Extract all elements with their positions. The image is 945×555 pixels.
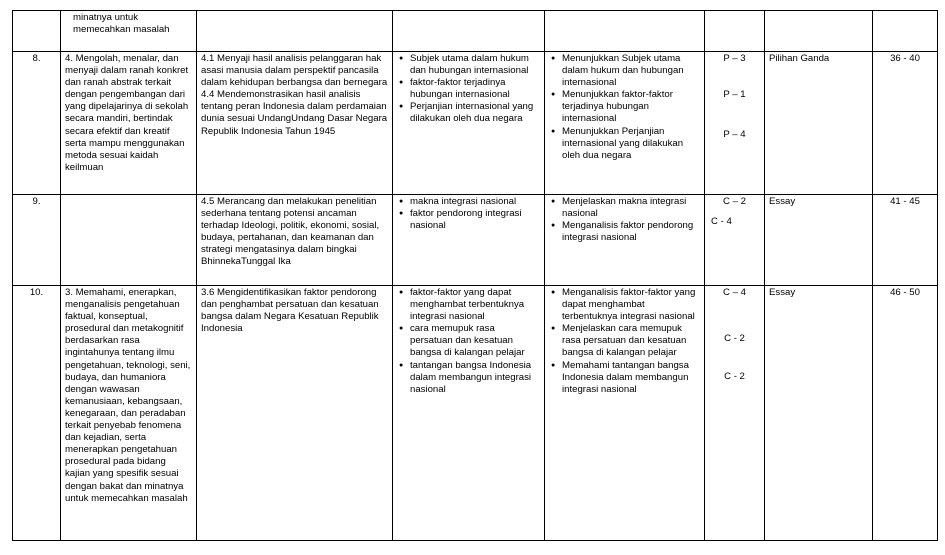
format-cell (765, 52, 873, 195)
basic-competency-cell (61, 11, 197, 52)
material-item: ● Perjanjian internasional yang dilakukan oleh dua negara (410, 101, 540, 125)
table-row-continued (13, 11, 938, 52)
row-number: 8. (32, 53, 41, 64)
material-list (397, 287, 540, 396)
exam-grid-table (12, 10, 938, 541)
item-number-cell (873, 11, 938, 52)
item-number-cell (873, 286, 938, 541)
cognitive-code: C - 2 (724, 333, 745, 345)
material-item: ● Subjek utama dalam hukum dan hubungan internasional (410, 53, 540, 77)
item-number-cell (873, 195, 938, 286)
indicator-item: ● Menjelaskan makna integrasi nasional (562, 196, 700, 220)
format-cell (765, 11, 873, 52)
competency-text: 4.1 Menyaji hasil analisis pelanggaran hak asasi manusia dalam perspektif pancasila dalam kehidupan berbangsa dan bernegara (201, 53, 388, 89)
competency-text: 4.5 Merancang dan melakukan penelitian sederhana tentang potensi ancaman terhadap Ideologi, politik, ekonomi, sosial, budaya, pertahanan, dan keamanan dan strategi mengatasinya dalam bingkai BhinnekaTunggal Ika (201, 196, 380, 268)
cognitive-code: C - 4 (711, 216, 732, 228)
indicator-item: ● Menjelaskan cara memupuk rasa persatuan dan kesatuan bangsa di kalangan pelajar (562, 323, 700, 359)
code-cell (705, 195, 765, 286)
item-number-range: 41 - 45 (890, 196, 920, 207)
code-cell (705, 11, 765, 52)
indicator-item: ● Menunjukkan faktor-faktor terjadinya hubungan internasional (562, 89, 700, 125)
indicator-list (549, 287, 700, 396)
item-number-cell (873, 52, 938, 195)
material-cell (393, 52, 545, 195)
material-cell (393, 195, 545, 286)
basic-competency-cell (61, 286, 197, 541)
indicator-item: ● Memahami tantangan bangsa Indonesia dalam membangun integrasi nasional (562, 360, 700, 396)
code-cell (705, 52, 765, 195)
material-list (397, 53, 540, 126)
row-number: 9. (32, 196, 41, 207)
table-row (13, 195, 938, 286)
indicator-cell (545, 195, 705, 286)
basic-competency-cell (61, 52, 197, 195)
material-item: ● faktor pendorong integrasi nasional (410, 208, 540, 232)
question-format: Essay (769, 196, 796, 207)
no-cell (13, 195, 61, 286)
table-row (13, 52, 938, 195)
material-item: ● faktor-faktor terjadinya hubungan internasional (410, 77, 540, 101)
material-cell (393, 286, 545, 541)
indicator-list (549, 196, 700, 244)
material-list (397, 196, 540, 232)
indicator-item: ● Menunjukkan Subjek utama dalam hukum dan hubungan internasional (562, 53, 700, 89)
competency-cell (197, 286, 393, 541)
basic-competency-text: 4. Mengolah, menalar, dan menyaji dalam ranah konkret dan ranah abstrak terkait dengan pengembangan dari yang dipelajarinya di sekolah secara mandiri, bertindak secara efektif dan kreatif serta mampu menggunakan metoda sesuai kaidah keilmuan (65, 53, 189, 173)
competency-text: 4.4 Mendemonstrasikan hasil analisis tentang peran Indonesia dalam perdamaian dunia sesuai UndangUndang Dasar Negara Republik Indonesia Tahun 1945 (201, 89, 388, 137)
material-item: ● makna integrasi nasional (410, 196, 540, 208)
basic-competency-cell (61, 195, 197, 286)
cognitive-code: C - 2 (724, 371, 745, 383)
basic-competency-text: 3. Memahami, enerapkan, menganalisis pengetahuan faktual, konseptual, prosedural dan metakognitif berdasarkan rasa ingintahunya tentang ilmu pengetahuan, teknologi, seni, budaya, dan humaniora dengan wawasan kemanusiaan, kebangsaan, kenegaraan, dan peradaban terkait penyebab fenomena dan kejadian, serta menerapkan pengetahuan prosedural pada bidang kajian yang spesifik sesuai dengan bakat dan minatnya untuk memecahkan masalah (65, 287, 191, 504)
format-cell (765, 195, 873, 286)
question-format: Pilihan Ganda (769, 53, 830, 64)
competency-cell (197, 195, 393, 286)
row-number: 10. (29, 287, 44, 298)
indicator-list (549, 53, 700, 162)
material-item: ● faktor-faktor yang dapat menghambat terbentuknya integrasi nasional (410, 287, 540, 323)
format-cell (765, 286, 873, 541)
cognitive-code: P – 1 (723, 89, 746, 101)
indicator-cell (545, 11, 705, 52)
cognitive-code: C – 2 (723, 196, 746, 207)
no-cell (13, 286, 61, 541)
competency-text: 3.6 Mengidentifikasikan faktor pendorong dan penghambat persatuan dan kesatuan bangsa dalam Negara Kesatuan Republik Indonesia (201, 287, 379, 335)
cognitive-code: C – 4 (723, 287, 746, 298)
material-item: ● tantangan bangsa Indonesia dalam membangun integrasi nasional (410, 360, 540, 396)
indicator-item: ● Menganalisis faktor pendorong integrasi nasional (562, 220, 700, 244)
indicator-cell (545, 52, 705, 195)
no-cell (13, 52, 61, 195)
code-cell (705, 286, 765, 541)
competency-cell (197, 52, 393, 195)
cognitive-code: P – 3 (723, 53, 746, 64)
item-number-range: 36 - 40 (890, 53, 920, 64)
basic-competency-text: minatnya untuk memecahkan masalah (73, 12, 170, 36)
no-cell (13, 11, 61, 52)
indicator-cell (545, 286, 705, 541)
competency-cell (197, 11, 393, 52)
item-number-range: 46 - 50 (890, 287, 920, 298)
material-cell (393, 11, 545, 52)
question-format: Essay (769, 287, 796, 298)
indicator-item: ● Menunjukkan Perjanjian internasional yang dilakukan oleh dua negara (562, 126, 700, 162)
indicator-item: ● Menganalisis faktor-faktor yang dapat menghambat terbentuknya integrasi nasional (562, 287, 700, 323)
table-row (13, 286, 938, 541)
cognitive-code: P – 4 (723, 129, 746, 141)
material-item: ● cara memupuk rasa persatuan dan kesatuan bangsa di kalangan pelajar (410, 323, 540, 359)
